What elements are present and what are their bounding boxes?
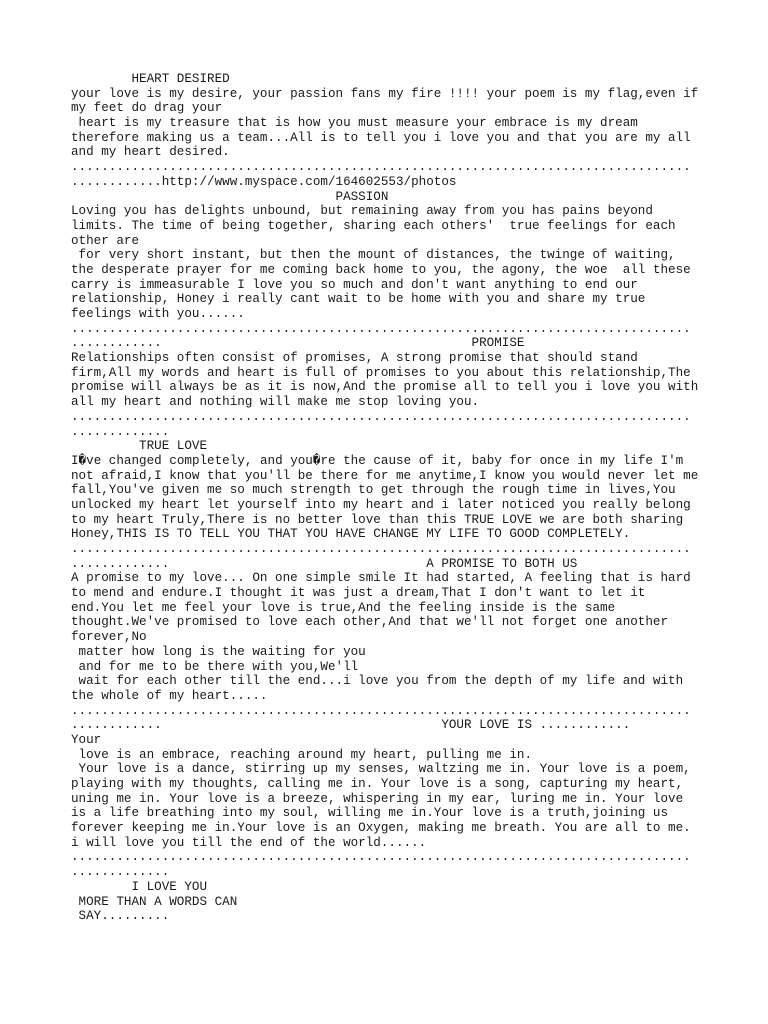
- text-line: MORE THAN A WORDS CAN: [71, 894, 238, 909]
- section-title-heart-desired: HEART DESIRED: [71, 72, 230, 86]
- dotted-separator: .............: [71, 424, 170, 439]
- text-line: for very short instant, but then the mount of distances, the twinge of waiting,: [71, 248, 676, 263]
- dotted-separator: ..................................................................................: [71, 542, 691, 556]
- text-line: not afraid,I know that you'll be there for me anytime,I know you would never let me: [71, 468, 699, 483]
- dotted-separator: .............: [71, 865, 170, 880]
- text-line: unlocked my heart let yourself into my heart and i later noticed you really belong: [71, 497, 691, 512]
- text-line: is a life breathing into my soul, willing me in.Your love is a truth,joining us: [71, 806, 669, 821]
- dotted-separator: ..................................................................................: [71, 703, 691, 718]
- text-line: matter how long is the waiting for you: [71, 644, 366, 659]
- text-line: the whole of my heart.....: [71, 688, 268, 703]
- text-line: limits. The time of being together, sharing each others' true feelings for each: [71, 218, 676, 233]
- text-line: the desperate prayer for me coming back home to you, the agony, the woe all these: [71, 262, 691, 277]
- dotted-separator: ..................................................................................: [71, 321, 691, 336]
- text-line: therefore making us a team...All is to tell you i love you and that you are my all: [71, 130, 691, 145]
- text-line: and for me to be there with you,We'll: [71, 659, 359, 674]
- text-line: forever keeping me in.Your love is an Oxygen, making me breath. You are all to me.: [71, 821, 691, 836]
- text-line: heart is my treasure that is how you must measure your embrace is my dream: [71, 116, 638, 131]
- section-title-your-love-is: ............ YOUR LOVE IS ............: [71, 718, 631, 733]
- text-line: wait for each other till the end...i love you from the depth of my life and with: [71, 674, 684, 689]
- text-line: all my heart and nothing will make me stop loving you.: [71, 395, 480, 410]
- text-line: to mend and endure.I thought it was just a dream,That I don't want to let it: [71, 586, 646, 601]
- text-line: your love is my desire, your passion fans my fire !!!! your poem is my flag,even if: [71, 86, 699, 101]
- text-line: I�ve changed completely, and you�re the cause of it, baby for once in my life I'm: [71, 453, 684, 468]
- section-title-true-love: TRUE LOVE: [71, 439, 208, 454]
- text-line: Honey,THIS IS TO TELL YOU THAT YOU HAVE CHANGE MY LIFE TO GOOD COMPLETELY.: [71, 527, 631, 542]
- section-title-promise-to-both-us: ............. A PROMISE TO BOTH US: [71, 556, 578, 571]
- text-line: carry is immeasurable I love you so much and don't want anything to end our: [71, 277, 638, 292]
- myspace-link-line: ............http://www.myspace.com/164602553/photos: [71, 174, 457, 189]
- text-line: firm,All my words and heart is full of promises to you about this relationship,The: [71, 365, 691, 380]
- text-line: Your: [71, 732, 102, 747]
- text-line: playing with my thoughts, calling me in. Your love is a song, capturing my heart,: [71, 777, 684, 791]
- text-line: promise will always be as it is now,And the promise all to tell you i love you with: [71, 380, 699, 395]
- section-title-passion: PASSION: [71, 189, 389, 204]
- text-line: uning me in. Your love is a breeze, whispering in my ear, luring me in. Your love: [71, 791, 684, 806]
- text-line: forever,No: [71, 630, 147, 645]
- text-line: feelings with you......: [71, 307, 245, 321]
- document-page: [71, 72, 711, 924]
- dotted-separator: ..................................................................................: [71, 409, 691, 424]
- text-line: and my heart desired.: [71, 145, 230, 160]
- text-line: my feet do drag your: [71, 101, 223, 116]
- text-line: i will love you till the end of the world......: [71, 835, 427, 850]
- text-line: relationship, Honey i really cant wait to be home with you and share my true: [71, 292, 646, 307]
- text-line: love is an embrace, reaching around my heart, pulling me in.: [71, 747, 533, 762]
- section-title-promise: ............ PROMISE: [71, 336, 525, 351]
- dotted-separator: ..................................................................................: [71, 160, 691, 175]
- dotted-separator: ..................................................................................: [71, 850, 691, 865]
- text-line: end.You let me feel your love is true,And the feeling inside is the same: [71, 600, 616, 615]
- section-title-i-love-you: I LOVE YOU: [71, 879, 208, 894]
- text-line: SAY.........: [71, 909, 170, 924]
- text-line: to my heart Truly,There is no better love than this TRUE LOVE we are both sharing: [71, 512, 684, 527]
- text-line: fall,You've given me so much strength to get through the rough time in lives,You: [71, 483, 676, 498]
- text-line: other are: [71, 233, 140, 248]
- text-line: Your love is a dance, stirring up my senses, waltzing me in. Your love is a poem,: [71, 762, 691, 777]
- text-line: thought.We've promised to love each other,And that we'll not forget one another: [71, 615, 669, 630]
- text-line: Relationships often consist of promises, A strong promise that should stand: [71, 351, 638, 366]
- text-line: A promise to my love... On one simple smile It had started, A feeling that is hard: [71, 571, 691, 586]
- text-line: Loving you has delights unbound, but remaining away from you has pains beyond: [71, 204, 653, 219]
